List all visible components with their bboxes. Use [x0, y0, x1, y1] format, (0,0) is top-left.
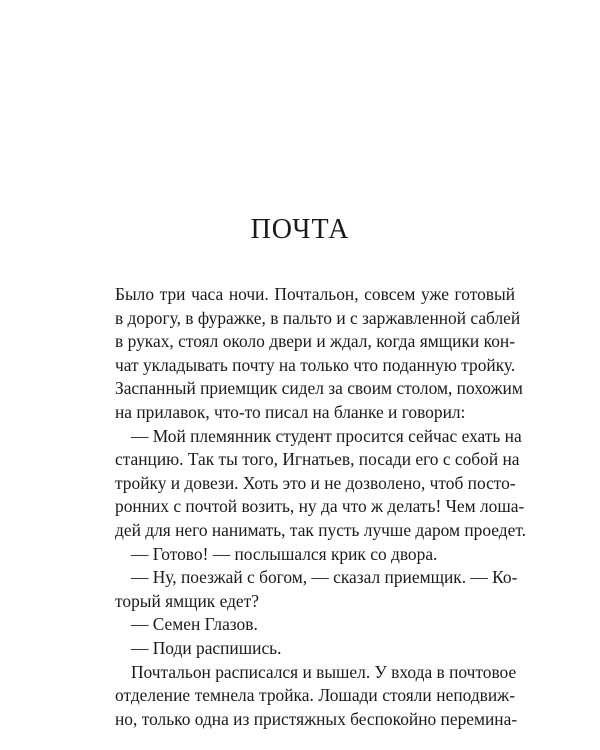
text-line: чат укладывать почту на только что поданную тройку.: [115, 354, 516, 375]
text-line: дей для него нанимать, так пусть лучше даром проедет.: [115, 519, 526, 540]
text-line: торый ямщик едет?: [115, 590, 259, 611]
text-line: но, только одна из пристяжных беспокойно перемина-: [115, 708, 518, 729]
chapter-body: [115, 283, 526, 731]
text-line: на прилавок, что-то писал на бланке и говорил:: [115, 401, 466, 422]
text-line: тройку и довези. Хоть это и не дозволено, чтоб посто-: [115, 472, 516, 493]
text-line: Заспанный приемщик сидел за своим столом, похожим: [115, 378, 523, 399]
text-line: в руках, стоял около двери и ждал, когда ямщики кон-: [115, 331, 515, 352]
text-line: ронних с почтой возить, ну да что ж делать! Чем лоша-: [115, 496, 525, 517]
text-line: — Поди распишись.: [131, 637, 282, 658]
text-line: — Семен Глазов.: [131, 614, 258, 635]
chapter-title: ПОЧТА: [250, 214, 350, 245]
text-line: отделение темнела тройка. Лошади стояли неподвиж-: [115, 685, 515, 706]
text-line: в дорогу, в фуражке, в пальто и с заржавленной саблей: [115, 307, 521, 328]
text-line: Было три часа ночи. Почтальон, совсем уже готовый: [115, 284, 515, 304]
text-line: — Ну, поезжай с богом, — сказал приемщик. — Ко-: [131, 567, 518, 588]
text-line: Почтальон расписался и вышел. У входа в почтовое: [131, 661, 517, 682]
text-line: — Мой племянник студент просится сейчас ехать на: [131, 425, 522, 446]
text-line: — Готово! — послышался крик со двора.: [131, 543, 438, 564]
text-line: станцию. Так ты того, Игнатьев, посади его с собой на: [115, 449, 520, 470]
